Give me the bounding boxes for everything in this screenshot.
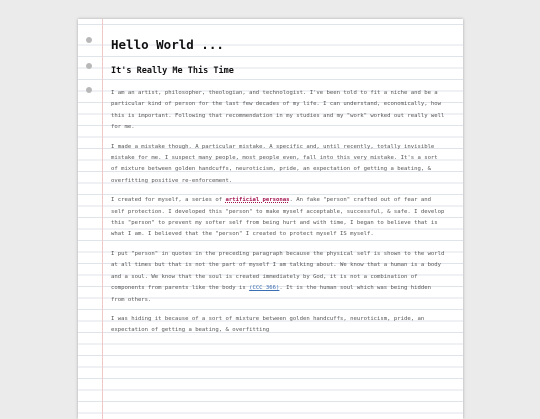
page-title: Hello World ... (111, 37, 224, 52)
paragraph-3-text-b: . An fake "person" crafted out of fear and self protection. I developed this "person" to make myself acceptable, successful, & safe. I develop this "person" to prevent my softer self from being hurt and with time, I began to believe that is what I am. I believed that the "person" I created to protect myself IS myself. (111, 197, 445, 238)
paragraph-4 (111, 249, 445, 306)
paragraph-2: I made a mistake though. A particular mistake. A specific and, until recently, totally invisible mistake for me. I suspect many people, most people even, fall into this very mistake. It's a sort of mixture between golden handcuffs, neuroticism, pride, an expectation of getting a beating, & overfitting positive re-enforcement. (111, 143, 438, 184)
post-content (111, 37, 445, 337)
artificial-personas-link[interactable]: artificial personas (225, 197, 290, 204)
paragraph-4-text-b: . It is the human soul which was being hidden from others. (111, 285, 431, 303)
binder-hole-icon (86, 63, 92, 69)
post-subtitle: It's Really Me This Time (111, 66, 234, 76)
paragraph-5: I was hiding it because of a sort of mixture between golden handcuffs, neuroticism, pride, an expectation of getting a beating, & overfitting (111, 315, 425, 334)
paragraph-3 (111, 195, 445, 241)
paper-page (78, 19, 463, 419)
paragraph-3-text-a: I created for myself, a series of (111, 197, 226, 204)
binder-hole-icon (86, 37, 92, 43)
paragraph-4-text-a: I put "person" in quotes in the preceding paragraph because the physical self is shown to the world at all times but that is not the part of myself I am talking about. We know that a human is a body and a soul. We know that the soul is created immediately by God, it is not a combination of components from parents like the body is (111, 250, 445, 292)
binder-hole-icon (86, 87, 92, 93)
ccc-reference-link[interactable]: (CCC 366) (249, 285, 280, 292)
paragraph-1: I am an artist, philosopher, theologian, and technologist. I've been told to fit a niche and be a particular kind of person for the last few decades of my life. I can understand, economically, how this is important. Following that recommendation in my studies and my "work" worked out really well for me. (111, 90, 445, 131)
margin-line (102, 19, 103, 419)
